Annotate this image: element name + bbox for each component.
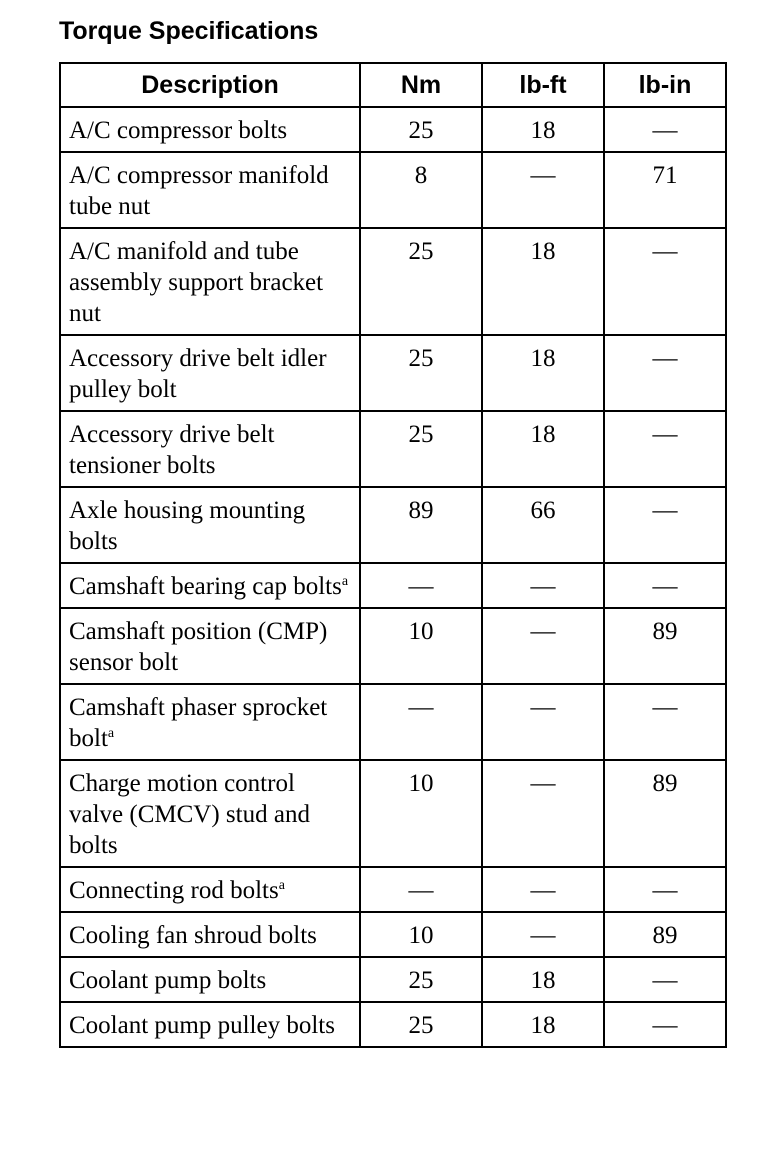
- lb-in-cell: 89: [604, 912, 726, 957]
- column-header-description: Description: [60, 63, 360, 107]
- nm-cell: —: [360, 867, 482, 912]
- description-text: A/C compressor manifold tube nut: [69, 162, 329, 220]
- description-text: Camshaft phaser sprocket bolt: [69, 694, 328, 752]
- lb-ft-cell: 18: [482, 228, 604, 335]
- lb-in-cell: —: [604, 335, 726, 411]
- table-row: [60, 411, 726, 487]
- column-header-lb-in: lb-in: [604, 63, 726, 107]
- description-text: Cooling fan shroud bolts: [69, 922, 317, 949]
- table-body: [60, 107, 726, 1047]
- description-text: Charge motion control valve (CMCV) stud and bolts: [69, 770, 310, 859]
- nm-cell: —: [360, 563, 482, 608]
- lb-in-cell: —: [604, 411, 726, 487]
- nm-cell: 25: [360, 957, 482, 1002]
- description-text: Camshaft position (CMP) sensor bolt: [69, 618, 328, 676]
- description-cell: [60, 912, 360, 957]
- table-row: [60, 684, 726, 760]
- description-cell: [60, 335, 360, 411]
- lb-ft-cell: 18: [482, 1002, 604, 1047]
- footnote-marker: a: [278, 878, 285, 893]
- column-header-nm: Nm: [360, 63, 482, 107]
- description-cell: [60, 684, 360, 760]
- nm-cell: 8: [360, 152, 482, 228]
- nm-cell: 25: [360, 335, 482, 411]
- lb-in-cell: —: [604, 228, 726, 335]
- column-header-lb-ft: lb-ft: [482, 63, 604, 107]
- table-row: [60, 563, 726, 608]
- table-row: [60, 760, 726, 867]
- description-cell: [60, 760, 360, 867]
- lb-ft-cell: 18: [482, 411, 604, 487]
- description-cell: [60, 608, 360, 684]
- lb-in-cell: —: [604, 867, 726, 912]
- nm-cell: 25: [360, 1002, 482, 1047]
- table-row: [60, 152, 726, 228]
- description-cell: [60, 957, 360, 1002]
- table-row: [60, 957, 726, 1002]
- lb-ft-cell: 18: [482, 107, 604, 152]
- description-text: Accessory drive belt idler pulley bolt: [69, 345, 327, 403]
- table-row: [60, 487, 726, 563]
- description-text: Accessory drive belt tensioner bolts: [69, 421, 275, 479]
- description-text: Coolant pump pulley bolts: [69, 1012, 335, 1039]
- lb-ft-cell: —: [482, 867, 604, 912]
- table-row: [60, 335, 726, 411]
- nm-cell: —: [360, 684, 482, 760]
- description-cell: [60, 228, 360, 335]
- description-cell: [60, 152, 360, 228]
- description-text: Camshaft bearing cap bolts: [69, 573, 342, 600]
- table-row: [60, 912, 726, 957]
- lb-in-cell: —: [604, 1002, 726, 1047]
- table-row: [60, 1002, 726, 1047]
- footnote-marker: a: [341, 574, 349, 589]
- nm-cell: 89: [360, 487, 482, 563]
- description-cell: [60, 107, 360, 152]
- description-text: A/C compressor bolts: [69, 117, 288, 144]
- lb-ft-cell: 18: [482, 335, 604, 411]
- nm-cell: 10: [360, 760, 482, 867]
- table-row: [60, 867, 726, 912]
- lb-ft-cell: 66: [482, 487, 604, 563]
- table-row: [60, 107, 726, 152]
- nm-cell: 10: [360, 608, 482, 684]
- lb-ft-cell: —: [482, 563, 604, 608]
- lb-in-cell: 71: [604, 152, 726, 228]
- lb-in-cell: —: [604, 684, 726, 760]
- nm-cell: 25: [360, 228, 482, 335]
- footnote-marker: a: [107, 726, 115, 741]
- lb-ft-cell: 18: [482, 957, 604, 1002]
- description-text: Axle housing mounting bolts: [69, 497, 306, 555]
- lb-ft-cell: —: [482, 760, 604, 867]
- nm-cell: 10: [360, 912, 482, 957]
- torque-specifications-table: [59, 62, 727, 1048]
- lb-ft-cell: —: [482, 912, 604, 957]
- description-cell: [60, 563, 360, 608]
- lb-ft-cell: —: [482, 152, 604, 228]
- description-cell: [60, 867, 360, 912]
- description-cell: [60, 487, 360, 563]
- table-header-row: [60, 63, 726, 107]
- lb-in-cell: 89: [604, 760, 726, 867]
- nm-cell: 25: [360, 107, 482, 152]
- description-text: Coolant pump bolts: [69, 967, 267, 994]
- lb-in-cell: —: [604, 563, 726, 608]
- description-text: A/C manifold and tube assembly support bracket nut: [69, 238, 324, 327]
- lb-in-cell: —: [604, 107, 726, 152]
- description-cell: [60, 1002, 360, 1047]
- page-title: Torque Specifications: [59, 17, 319, 45]
- lb-in-cell: —: [604, 957, 726, 1002]
- lb-in-cell: 89: [604, 608, 726, 684]
- description-cell: [60, 411, 360, 487]
- description-text: Connecting rod bolts: [69, 877, 279, 904]
- table-row: [60, 228, 726, 335]
- table-row: [60, 608, 726, 684]
- nm-cell: 25: [360, 411, 482, 487]
- lb-in-cell: —: [604, 487, 726, 563]
- lb-ft-cell: —: [482, 608, 604, 684]
- lb-ft-cell: —: [482, 684, 604, 760]
